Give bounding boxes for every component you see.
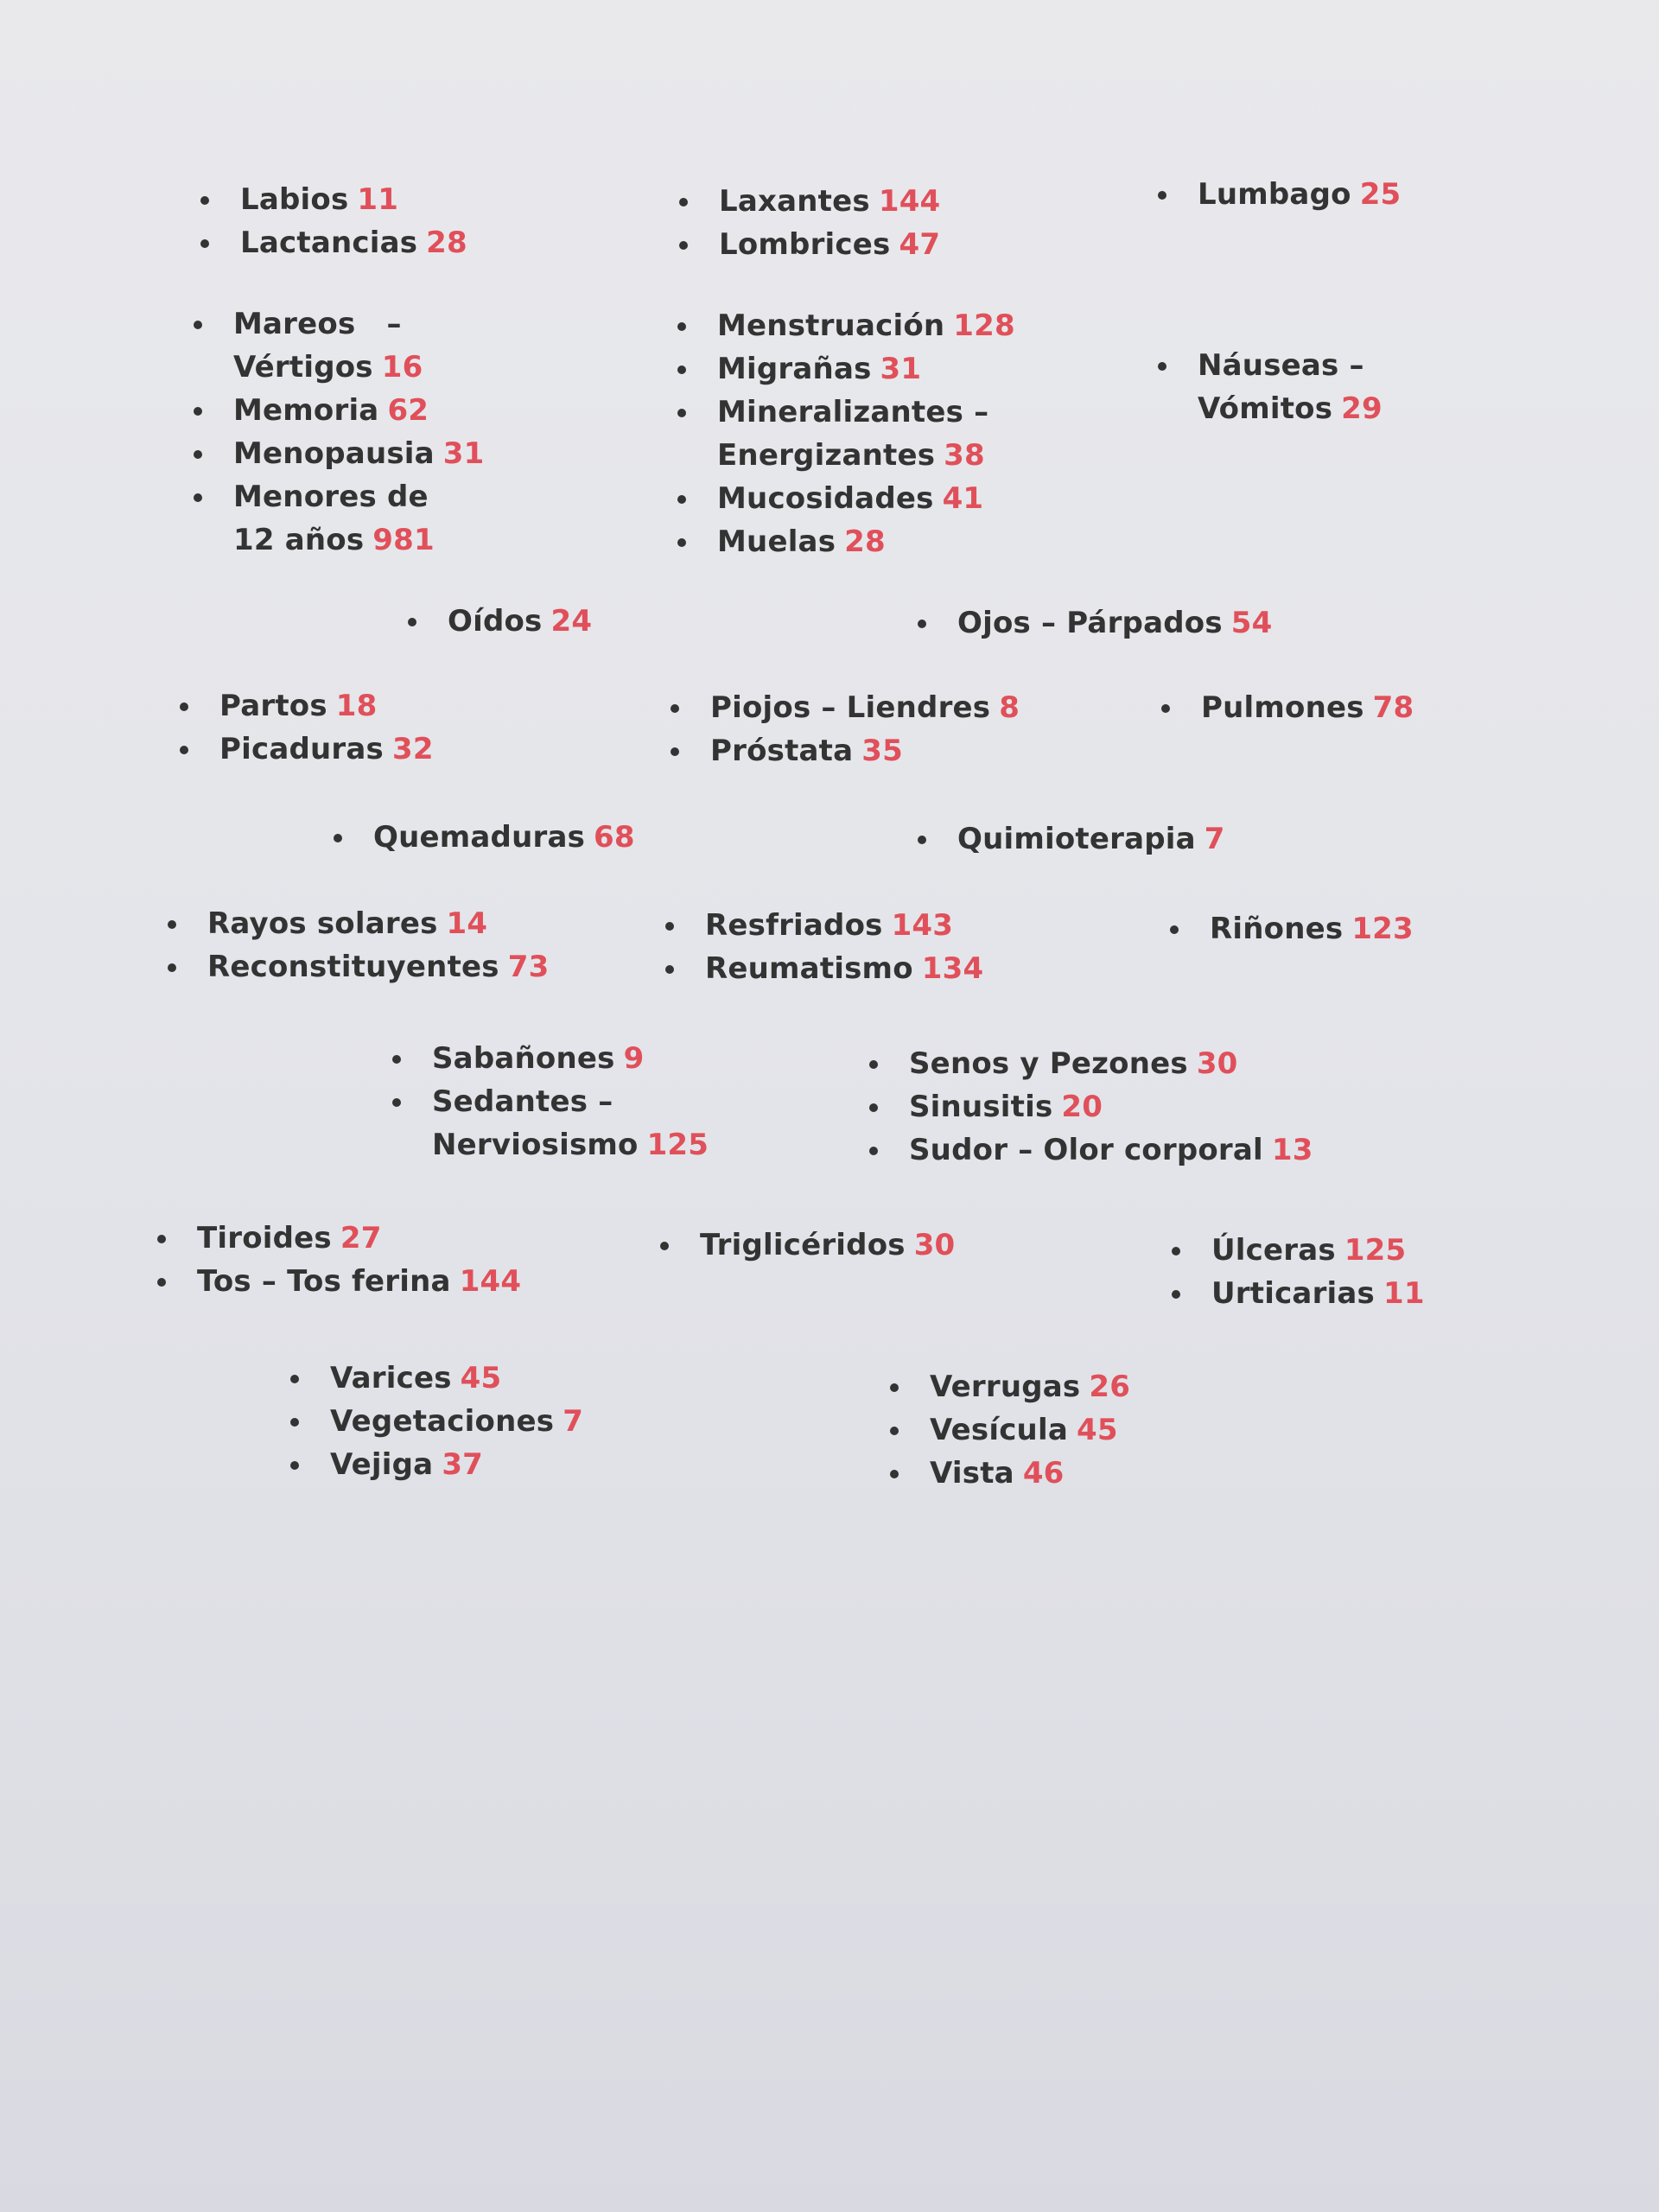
entry-page: 28 xyxy=(844,524,886,559)
index-entry xyxy=(185,432,565,475)
index-entry xyxy=(185,475,475,562)
entry-page: 46 xyxy=(1022,1456,1065,1491)
entry-term: Reumatismo xyxy=(705,951,913,986)
entry-term: Vista xyxy=(930,1456,1014,1491)
entry-page: 7 xyxy=(563,1404,584,1439)
index-entry xyxy=(909,817,1324,861)
index-entry xyxy=(325,816,740,859)
index-entry xyxy=(657,947,1106,990)
entry-page: 981 xyxy=(372,523,435,557)
index-entry xyxy=(909,601,1341,645)
index-group-o1 xyxy=(399,600,745,643)
index-group-v1 xyxy=(282,1357,696,1486)
entry-page: 25 xyxy=(1359,177,1402,212)
entry-page: 144 xyxy=(878,184,941,219)
index-entry xyxy=(861,1128,1414,1172)
index-group-p3 xyxy=(1153,686,1567,729)
index-group-o2 xyxy=(909,601,1341,645)
entry-term: Piojos – Liendres xyxy=(710,690,991,725)
index-entry xyxy=(1153,686,1567,729)
entry-term: Varices xyxy=(330,1361,452,1395)
entry-page: 47 xyxy=(899,227,941,262)
entry-page: 144 xyxy=(459,1264,522,1299)
index-group-m1 xyxy=(185,302,565,562)
index-group-u1 xyxy=(1163,1229,1578,1315)
entry-term: Picaduras xyxy=(219,732,384,766)
index-group-m2 xyxy=(669,304,1032,563)
index-entry xyxy=(669,304,1032,347)
index-entry xyxy=(149,1260,598,1303)
entry-page: 18 xyxy=(335,689,378,723)
index-entry xyxy=(652,1224,1101,1267)
entry-term: Senos y Pezones xyxy=(909,1046,1188,1081)
index-entry xyxy=(1163,1229,1578,1272)
entry-term: Úlceras xyxy=(1211,1233,1336,1268)
entry-term: Vegetaciones xyxy=(330,1404,555,1439)
index-entry xyxy=(669,520,1032,563)
index-entry xyxy=(282,1400,696,1443)
entry-term: Sabañones xyxy=(432,1041,615,1076)
entry-page: 14 xyxy=(446,906,488,941)
entry-term: Sinusitis xyxy=(909,1090,1053,1124)
index-entry xyxy=(185,389,565,432)
entry-page: 128 xyxy=(953,308,1015,343)
index-entry xyxy=(671,223,1085,266)
entry-page: 26 xyxy=(1089,1370,1131,1404)
entry-term: Tiroides xyxy=(197,1221,332,1255)
entry-term: Triglicéridos xyxy=(700,1228,906,1262)
index-entry xyxy=(1161,907,1576,950)
entry-page: 24 xyxy=(550,604,593,639)
entry-page: 13 xyxy=(1271,1133,1313,1167)
entry-page: 38 xyxy=(944,438,985,473)
entry-page: 31 xyxy=(880,352,922,386)
index-entry xyxy=(1149,173,1564,216)
entry-term: Muelas xyxy=(717,524,836,559)
index-group-s1 xyxy=(384,1037,747,1166)
entry-term: Vesícula xyxy=(930,1413,1068,1447)
index-entry xyxy=(881,1365,1296,1408)
index-entry xyxy=(384,1080,709,1166)
entry-page: 30 xyxy=(913,1228,956,1262)
entry-term: Menstruación xyxy=(717,308,945,343)
entry-term: Partos xyxy=(219,689,327,723)
entry-page: 11 xyxy=(357,182,399,217)
entry-term: Vejiga xyxy=(330,1447,434,1482)
entry-term: Ojos – Párpados xyxy=(957,606,1223,640)
index-group-q1 xyxy=(325,816,740,859)
entry-page: 7 xyxy=(1204,822,1225,856)
index-group-s2 xyxy=(861,1042,1414,1172)
index-group-l3 xyxy=(1149,173,1564,216)
entry-page: 20 xyxy=(1061,1090,1103,1124)
index-entry xyxy=(662,729,1111,772)
index-entry xyxy=(192,221,607,264)
entry-term: Pulmones xyxy=(1201,690,1364,725)
entry-term: Quemaduras xyxy=(373,820,586,855)
index-entry xyxy=(669,347,1032,391)
index-group-q2 xyxy=(909,817,1324,861)
entry-page: 68 xyxy=(594,820,635,855)
index-entry xyxy=(282,1357,696,1400)
index-group-n1 xyxy=(1149,344,1382,430)
index-entry xyxy=(159,902,608,945)
entry-term: Memoria xyxy=(233,393,379,428)
index-group-r2 xyxy=(657,904,1106,990)
entry-term: Migrañas xyxy=(717,352,872,386)
entry-term: Lactancias xyxy=(240,226,418,260)
entry-term: Laxantes xyxy=(719,184,870,219)
entry-page: 62 xyxy=(387,393,429,428)
index-group-p2 xyxy=(662,686,1111,772)
entry-page: 125 xyxy=(646,1128,709,1162)
entry-term: Oídos xyxy=(448,604,543,639)
entry-term: Labios xyxy=(240,182,349,217)
entry-page: 30 xyxy=(1196,1046,1238,1081)
entry-page: 29 xyxy=(1341,391,1382,426)
index-entry xyxy=(384,1037,747,1080)
index-entry xyxy=(881,1408,1296,1452)
entry-page: 45 xyxy=(1076,1413,1118,1447)
entry-page: 8 xyxy=(999,690,1020,725)
index-entry xyxy=(149,1217,598,1260)
index-entry xyxy=(1149,344,1382,430)
entry-term: Sedantes – Nerviosismo xyxy=(432,1084,639,1162)
entry-term: Resfriados xyxy=(705,908,883,943)
entry-page: 32 xyxy=(391,732,434,766)
index-entry xyxy=(185,302,565,389)
index-group-l1 xyxy=(192,178,607,264)
index-group-t1 xyxy=(149,1217,598,1303)
entry-page: 123 xyxy=(1351,912,1414,946)
entry-term: Mucosidades xyxy=(717,481,934,516)
entry-page: 143 xyxy=(891,908,954,943)
entry-term: Próstata xyxy=(710,734,854,768)
index-entry xyxy=(171,684,586,728)
entry-page: 9 xyxy=(623,1041,645,1076)
index-group-p1 xyxy=(171,684,586,771)
entry-page: 73 xyxy=(507,950,550,984)
entry-page: 45 xyxy=(460,1361,502,1395)
entry-page: 28 xyxy=(426,226,467,260)
index-entry xyxy=(669,477,1032,520)
entry-term: Urticarias xyxy=(1211,1276,1375,1311)
index-group-r1 xyxy=(159,902,608,988)
entry-page: 41 xyxy=(942,481,984,516)
entry-page: 37 xyxy=(442,1447,484,1482)
entry-page: 78 xyxy=(1372,690,1414,725)
entry-term: Menores de 12 años xyxy=(233,480,439,557)
index-entry xyxy=(669,391,1028,477)
index-entry xyxy=(399,600,745,643)
index-entry xyxy=(861,1042,1414,1085)
entry-page: 11 xyxy=(1382,1276,1425,1311)
entry-term: Verrugas xyxy=(930,1370,1081,1404)
entry-term: Reconstituyentes xyxy=(207,950,499,984)
entry-term: Mareos – Vértigos xyxy=(233,307,433,385)
index-entry xyxy=(671,180,1085,223)
entry-term: Riñones xyxy=(1210,912,1344,946)
entry-page: 35 xyxy=(861,734,903,768)
entry-term: Sudor – Olor corporal xyxy=(909,1133,1263,1167)
index-group-l2 xyxy=(671,180,1085,266)
entry-page: 16 xyxy=(381,350,423,385)
entry-page: 134 xyxy=(921,951,984,986)
entry-term: Lumbago xyxy=(1198,177,1351,212)
entry-term: Tos – Tos ferina xyxy=(197,1264,451,1299)
entry-term: Rayos solares xyxy=(207,906,438,941)
entry-term: Náuseas – Vómitos xyxy=(1198,348,1375,426)
index-entry xyxy=(662,686,1111,729)
index-entry xyxy=(1163,1272,1578,1315)
index-entry xyxy=(192,178,607,221)
index-entry xyxy=(861,1085,1414,1128)
index-entry xyxy=(282,1443,696,1486)
index-group-t2 xyxy=(652,1224,1101,1267)
entry-page: 54 xyxy=(1230,606,1273,640)
index-entry xyxy=(171,728,586,771)
entry-term: Mineralizantes – Energizantes xyxy=(717,395,1000,473)
index-entry xyxy=(657,904,1106,947)
entry-term: Quimioterapia xyxy=(957,822,1196,856)
index-entry xyxy=(159,945,608,988)
entry-term: Lombrices xyxy=(719,227,891,262)
entry-page: 27 xyxy=(340,1221,382,1255)
index-entry xyxy=(881,1452,1296,1495)
entry-page: 125 xyxy=(1344,1233,1407,1268)
index-group-r3 xyxy=(1161,907,1576,950)
index-group-v2 xyxy=(881,1365,1296,1495)
entry-term: Menopausia xyxy=(233,436,435,471)
entry-page: 31 xyxy=(442,436,485,471)
